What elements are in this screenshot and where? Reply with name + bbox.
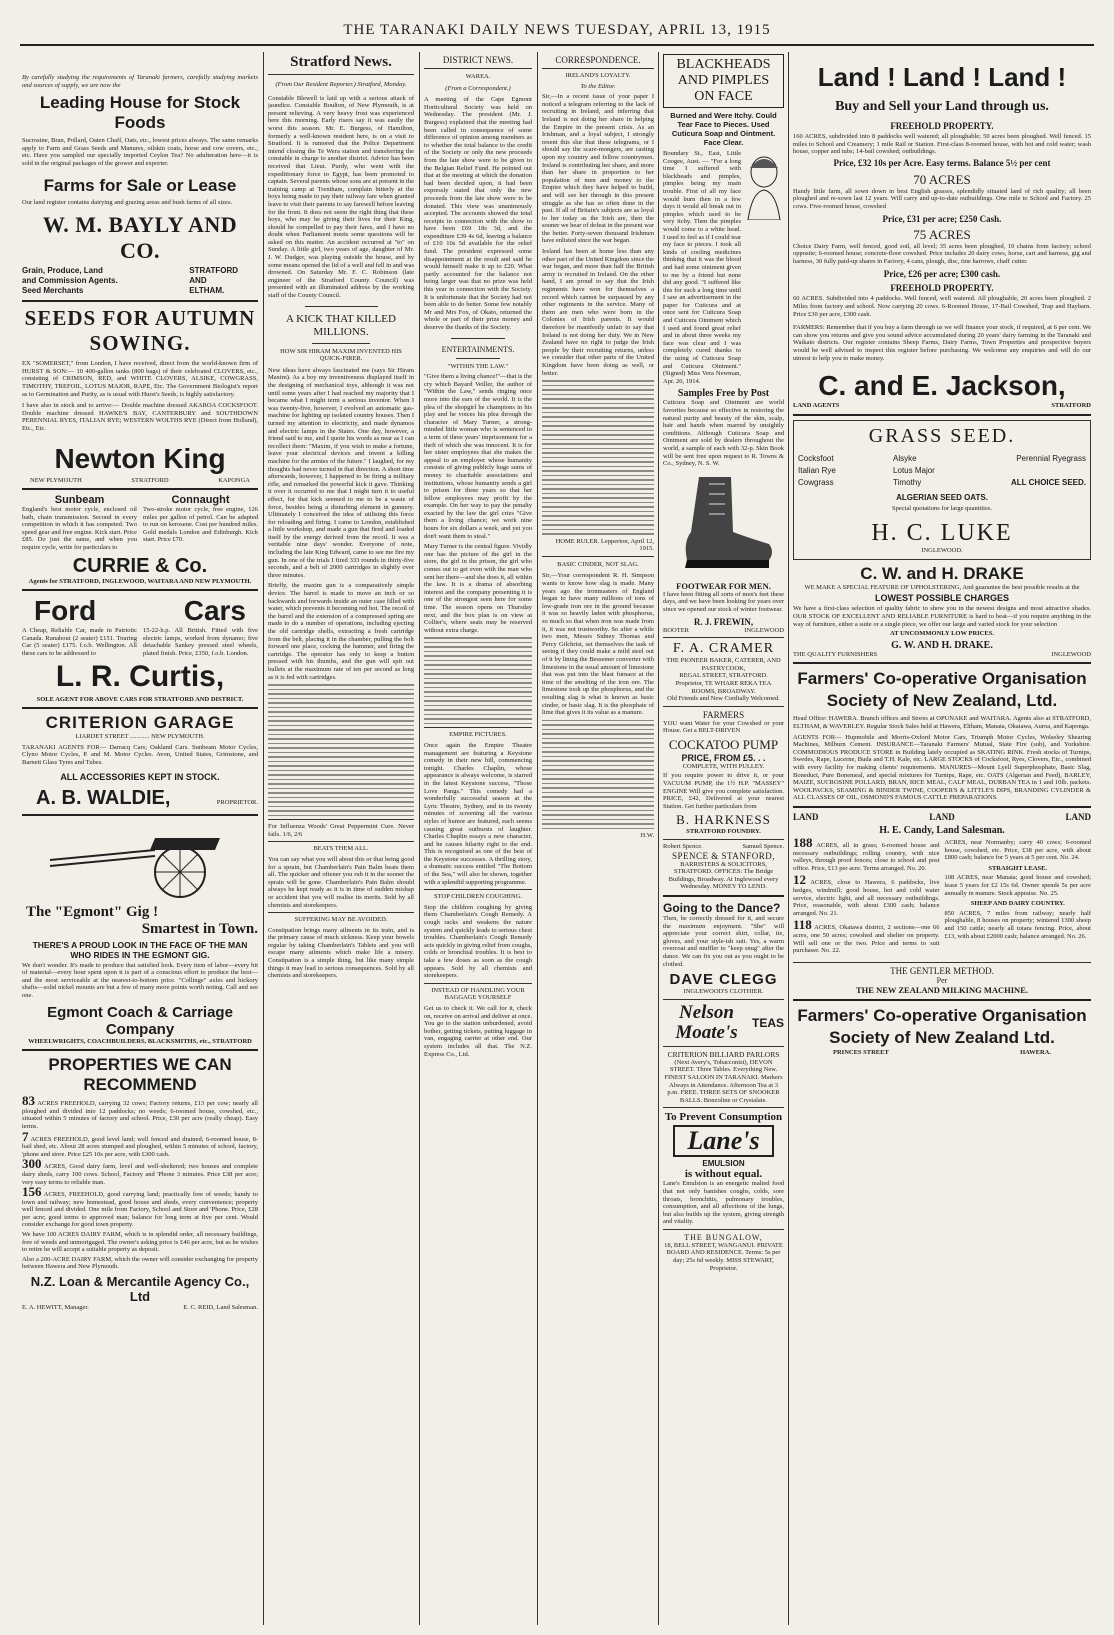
cramer-prop: Proprietor, TE WHARE REKA TEA ROOMS, BROADWAY. — [675, 679, 772, 695]
grass-title: GRASS SEED. — [868, 424, 1016, 447]
harkness-sub: STRATFORD FOUNDRY. — [686, 828, 761, 836]
frewin-name: R. J. FREWIN, — [693, 616, 754, 627]
ireland-body-2: Ireland has been at home less than any other part of the United Kingdom since the war began, and more than half the British army is recruited in Ireland. On the other hand, I am proud to say that the Irish regiments have won for themselves a record which cannot be surpassed by any other regiments in the service. Many of them are men who were born in the Colonies of Irish parents. It would therefore be manifestly unfair to say that Ireland is not doing her duty. We in New Zealand have no right to judge the Irish people by their recruiting returns, unless we consider that other parts of the United Kingdom have been doing as well, or better. — [542, 248, 654, 377]
column-rule — [658, 52, 659, 1625]
testimonial-text: Boundary St., East, Little Coogee, Aust. — "For a long time I suffered with blackheads and pimples, pimples being my main trouble. First of all my face would burn then in a few days it would all break out in pimples which used to be very itchy. Then the pimples would come to a white head. I used to feel as if I could tear my face to pieces. I took all kinds of cooling medicines thinking that it was the blood and had some ointment given to me by a friend but none did any good. "I suffered like this for such a long time until I saw an advertisement in the paper for Cuticura and at once sent for Cuticura Soap and Cuticura Ointment which I used and found great relief and in about three weeks my face was clear and I was completely cured thanks to the using of Cuticura Soap and Cuticura Ointment." (Signed) Miss Vera Newman, Apr. 20, 1914. — [663, 150, 741, 385]
fcos-title: Farmers' Co-operative Organisation Society of New Zealand, Ltd. — [797, 669, 1087, 711]
nz-loan-staff — [22, 1304, 258, 1312]
woman-portrait-illustration — [744, 150, 784, 220]
drake-footer — [793, 651, 1091, 659]
bayly-place: ELTHAM. — [189, 286, 225, 296]
correspondence-title: CORRESPONDENCE. — [555, 55, 641, 65]
drake-charges: LOWEST POSSIBLE CHARGES — [874, 593, 1009, 604]
grass-item: Italian Rye — [798, 465, 836, 475]
bungalow-body: 18, BELL STREET, WANGANUI. PRIVATE BOARD AND RESIDENCE. Terms: 5s per day; 25s 6d weekly. MISS STEWART, Proprietor. — [664, 1241, 783, 1272]
farmers-title: FARMERS — [702, 709, 745, 720]
nz-loan-name: N.Z. Loan & Mercantile Agency Co., Ltd — [30, 1274, 250, 1305]
harkness-name: B. HARKNESS — [676, 812, 771, 828]
criterion-billiard-body: (Next Avery's, Tobacconist), DEVON STREET. Three Tables. Everything New. FINEST SALOON IN TARANAKI. Markers Always in Attendance. Afternoon Tea at 3 p.m. FREE. THREE SETS OF SNOOKER BALLS. Bonzoline or Crystalate. — [664, 1058, 783, 1104]
entertainments-title: ENTERTAINMENTS. — [441, 344, 515, 354]
egmont-company: Egmont Coach & Carriage Company — [47, 1003, 233, 1038]
milker-title: THE GENTLER METHOD. — [890, 965, 994, 976]
stratford-body: Constable Blewell is laid up with a serious attack of jaundice. Constable Boulton, of New Plymouth, is at present relieving. A very heavy frost was experienced here this morning. Early risers say it was easily the worst this season. Mr. E. Burgess, of Hamilton, formerly a well-known resident here, is on a visit to Stratford. It is rumored that the Police Department intend closing the Te Wera station and transferring the constable in charge to another district. Advice has been received that Lieut. Purdy, who went with the expeditionary force to Egypt, has been promoted to captain. Several parents whose sons are at present in the training camp at Trentham, complain bitterly at the boys being made to pay their railway fare when granted leave to visit their parents to say farewell before leaving for the front. It does not seem the right thing that these boys, who may be giving their lives for their King, should be compelled to pay their fares, and I have no doubt when Parliament meets some questions will be asked on this matter. An accident occurred at "to" on Sunday. A little girl, two years of age, daughter of Mr. J. W. Dudger, was playing outside the house, and by some means opened the lid of a well and fell in and was drowned. On Saturday Mr. F. C. Robinson (late engineer of the Stratford County Council) was presented with an illuminated address by the working staff of the County Council. — [268, 94, 414, 300]
property-text: We have 100 ACRES DAIRY FARM, which is in splendid order, all necessary buildings, free of weeds and unmortgaged. The owner's asking price is £46 per acre, but as he wishes to retire he will accept a suitable property as deposit. — [22, 1231, 258, 1254]
grass-item: Timothy — [893, 477, 922, 487]
spence-firm: SPENCE & STANFORD, — [671, 850, 776, 861]
nelson-teas: TEAS — [751, 1015, 784, 1030]
blackheads-headline: BLACKHEADS AND PIMPLES ON FACE — [663, 54, 784, 108]
jackson-role: LAND AGENTS — [793, 402, 840, 410]
property-item — [22, 1184, 258, 1229]
property-text: ACRES, Good dairy farm, level and well-sheltered; two houses and complete dairy sheds, carry 100 cows. School, Factory and 'Phone 3 minutes. Price £38 per acre; very easy terms to reliable man. — [22, 1163, 258, 1186]
candy-listing — [793, 834, 940, 872]
acres70-title: 70 ACRES — [913, 171, 971, 187]
text-filler — [542, 380, 654, 535]
property-acres: 7 — [22, 1128, 29, 1144]
connaught-title: Connaught — [171, 494, 230, 507]
bayly-role: Seed Merchants — [22, 286, 84, 296]
cockatoo-title: COCKATOO PUMP — [668, 736, 779, 752]
woods-cure: For Influenza Woods' Great Peppermint Cure. Never fails. 1/6, 2/6 — [268, 823, 414, 838]
to-editor: To the Editor. — [580, 82, 616, 90]
lanes-body: Lane's Emulsion is an energetic malted food that not only banishes coughs, colds, sore throats, bronchitis, pulmonary troubles, consumption, and all affections of the lungs, but also builds up the system, giving strength and vitality. — [663, 1180, 784, 1226]
cramer-street: REGAL STREET, STRATFORD. — [679, 672, 768, 680]
properties-headline: PROPERTIES WE CAN RECOMMEND — [48, 1055, 232, 1095]
bayly-role: Grain, Produce, Land — [22, 266, 103, 276]
waldie-line — [22, 787, 258, 810]
luke-sub: INGLEWOOD. — [921, 547, 963, 555]
basic-title: BASIC CINDER, NOT SLAG. — [557, 560, 639, 568]
fcos-body: Head Office: HAWERA. Branch offices and Stores at OPUNAKE and WAITARA. Agents also at STRATFORD, ELTHAM, & WAVERLEY. Regular Stock Sales held at Hawera, Eltham, Manaia, Okaiawa, Auroa, and Kaponga. — [793, 715, 1091, 731]
cockatoo-body: If you require power to drive it, or your VACUUM PUMP, the 1½ H.P. "MASSEY" ENGINE Will give you complete satisfaction. PRICE, £42, Delivered at your nearest Station. Get further particulars from — [663, 772, 784, 810]
bungalow-title: THE BUNGALOW, — [684, 1232, 763, 1242]
cockatoo-sub: COMPLETE, WITH PULLEY. — [682, 762, 765, 770]
cuticura-testimonial — [663, 150, 784, 385]
baggage-title: INSTEAD OF HANDLING YOUR BAGGAGE YOURSELF — [431, 986, 525, 1002]
newton-places — [22, 477, 258, 485]
baggage-body: Get us to check it. We call for it, check on, receive on arrival and deliver at once. You go to the station unburdened, avoid bother, getting tickets, putting luggage in van, engaging carrier at other end. Our system includes all that. The N.Z. Express Co., Ltd. — [424, 1004, 532, 1058]
motorcycles — [22, 494, 258, 552]
footwear-body: I have been fitting all sorts of men's feet these days, and we have been looking for years over since we opened our stock of winter footwear. — [663, 590, 784, 613]
farms-headline: Farms for Sale or Lease — [43, 175, 237, 195]
seeds-headline: SEEDS FOR AUTUMN SOWING. — [24, 306, 256, 356]
acres70-price: Price, £31 per acre; £250 Cash. — [882, 213, 1002, 224]
district-body: A meeting of the Cape Egmont Horticultural Society was held on Wednesday. The president (Mr. J. Burgess) explained that the meeting had been called in consequence of some difference of opinion among members as to whether the total balance to the credit of the Society or only the new proceeds from the late show were to be given to the Belgian Relief Fund. He pointed out that at the meeting at which the donation had been decided upon, it had been expressly stated that only the new proceeds from the late show were to be donated. This view was unanimously accepted. The accounts showed the total receipts in connection with the show to have been £69 18s 3d, and the expenditure £39 4s 6d, leaving a balance of £10 10s 5d available for the relief fund. The president expressed some disappointment at the result and said he would himself make it up to £20. What partly accounted for the balance not being larger was that no prize was held this year in connection with the Society. It is unfortunate that the Society had not been able to do better. Some few notably Mr and Mrs Fox, of Okato, returned the whole or part of their prize money and deserve the thanks of the Society. — [424, 96, 532, 331]
text-filler — [424, 637, 532, 724]
suffering-title: SUFFERING MAY BE AVOIDED. — [294, 916, 388, 924]
grass-algerian: ALGERIAN SEED OATS. — [896, 492, 988, 502]
milker-per: Per — [936, 975, 948, 985]
stratford-from: (From Our Resident Reporter.) Stratford, Monday. — [275, 81, 407, 88]
ford-details — [22, 627, 258, 657]
property-acres: 156 — [22, 1184, 42, 1200]
egmont-trades: WHEELWRIGHTS, COACHBUILDERS, BLACKSMITHS, etc., STRATFORD — [28, 1037, 252, 1045]
property-item — [22, 1231, 258, 1254]
basic-sign: H.W. — [640, 832, 654, 840]
land-word: LAND — [1065, 811, 1091, 822]
spence-names — [663, 843, 784, 851]
within-law-title: "WITHIN THE LAW." — [447, 362, 509, 370]
farmers-body: YOU want Water for your Cowshed or your House. Get a BELT-DRIVEN — [663, 719, 784, 735]
spence-partner: Robert Spence. — [663, 843, 703, 851]
grass-item: Alsyke — [893, 453, 917, 463]
beats-title: BEATS THEM ALL. — [313, 845, 369, 853]
property-text: Also a 200-ACRE DAIRY FARM, which the owner will consider exchanging for property between Hawera and New Plymouth. — [22, 1255, 258, 1271]
drake-moderate: AT UNCOMMONLY LOW PRICES. — [890, 630, 994, 638]
basic-body: Sir,—Your correspondent R. H. Simpson wants to know how slag is made. Many years ago the ironmasters of England began to have many millions of tons of low-grade iron ore in the ground because it was so heavily laden with phosphorus, so much so that when iron was made from it, it was not trustworthy. So after a while two men, Messrs Sidney Thomas and Percy Gilchrist, set themselves the task of seeing if they could make a mild steel out of it by lining the Bessemer converter with limestone in the usual amount of limestone that was put into the blast furnace at the time of the smelting of the iron ore. The limestone took up the phosphorus, and the resulting slag is what is known as basic cinder, or basic slag. It is the phosphate of lime that gives it its value as a manure. — [542, 572, 654, 717]
suffering-body: Constipation brings many ailments in its train, and is the primary cause of much sickness. Keep your bowels regular by taking Chamberlain's Tablets and you will escape many ailments which make life a misery. Constipation is a simple thing, but like many simple things it may lead to serious consequences. Sold by all chemists and storekeepers. — [268, 926, 414, 980]
within-law-body-2: Mary Turner is the central figure. Vividly one has the picture of the girl in the store, the girl in the prison, the girl who comes out to get even with the man who sent her there—and she does it, all within the law. It is a drama of absorbing interest and the company presenting it is one of the strongest seen here for some time. The season opens on Thursday next, and the box plan is on view at Collier's, where seats may be reserved without extra charge. — [424, 543, 532, 634]
milker-name: THE NEW ZEALAND MILKING MACHINE. — [856, 984, 1028, 995]
egmont-gig-title: The "Egmont" Gig ! — [26, 903, 159, 920]
candy-listing — [793, 872, 940, 917]
spence-body: BARRISTERS & SOLICITORS, STRATFORD. OFFICES: The Bridge Buildings, Broadway. At Inglewood every Wednesday. MONEY TO LEND. — [668, 860, 779, 891]
grass-grid — [798, 453, 1086, 489]
criterion-stock: ALL ACCESSORIES KEPT IN STOCK. — [60, 771, 220, 782]
nz-loan-salesman: E. C. REID, Land Salesman. — [183, 1304, 258, 1312]
text-filler — [268, 684, 414, 816]
drake-name: C. W. and H. DRAKE — [860, 563, 1024, 583]
candy-text: ACRES, all in grass; 6-roomed house and necessary outbuildings; rolling country, with nice valleys, through proof fences; close to school and post office. Price, £13 per acre. Terms arranged. No. 20. — [793, 841, 940, 872]
luke-name: H. C. LUKE — [871, 520, 1013, 547]
connaught-body: Two-stroke motor cycle, free engine, 126 miles per gallon of petrol. Can be adapted to run on kerosene. Cost per hundred miles. Gold medals London and Edinburgh. Kick start. Price £70. — [143, 506, 258, 544]
criterion-street: LIARDET STREET ............ NEW PLYMOUTH. — [75, 733, 205, 741]
candy-listing: ACRES, near Normanby; carry 40 cows; 6-roomed house, cowshed, etc. Price, £38 per acre, with about £800 cash; balance for 5 years at 5 per cent. No. 24. — [944, 838, 1091, 862]
kick-body-1: New ideas have always fascinated me (says Sir Hiram Maxim). As a boy my inventiveness displayed itself in the designing of mechanical toys, although it was not until some years after I had reached my majority that I became what I might term a serious inventor. When I was twenty-five, however, I evolved an automatic gas-machine for lighting up isolated country houses. Then I turned my attention to electricity, and made dynamos and electric lamps in the States. One day, however, a friend said to me, and I quote his words as near as I can recollect them: "Maxim, if you wish to make a fortune, leave your electrical devices and invent a killing machine for the armies of the future." I laughed, for my thoughts had never turned in that direction. A short time afterwards, however, I happened to be firing a military rifle, and remarked the powerful kick it gave. Thinking it over it occurred to me that I might turn it to useful effect, for that kick seemed to me to be a waste of force, besides being a disturbing element in gunnery. Ultimately I conceived the idea of utilising this force for reloading and firing. I came to London, established a little workshop, and made a gun that fired and loaded itself by the energy derived from the recoil. It was a veritable nine days' wonder. Everyone of note, including the late King Edward, came to see me fire my gun. In one of the trials I fired 333 rounds in thirty-five seconds, and a belt of 2000 cartridges in slightly over three minutes. — [268, 366, 414, 579]
seeds-stock: I have also in stock and to arrive:— Double machine dressed AKAROA COCKSFOOT. Double machine dressed HAWKE'S BAY, CANTERBURY and SOUTHDOWN PERENNIAL RYES, ITALIAN RYE; WESTERN WOLTHS RYE (Direct from Holland), Etc., Etc. — [22, 402, 258, 432]
criterion-garage: CRITERION GARAGE — [45, 713, 235, 733]
candy-acres: 12 — [793, 872, 806, 888]
farms-body: Our land register contains dairying and grazing areas and bush farms of all sizes. — [22, 198, 233, 206]
column-rule — [537, 52, 538, 1625]
cramer-old: Old Friends and New Cordially Welcomed. — [667, 695, 780, 703]
cramer-name: F. A. CRAMER — [672, 641, 775, 657]
samples-title: Samples Free by Post — [677, 388, 770, 400]
cockatoo-price: PRICE, FROM £5. . . — [681, 752, 766, 763]
property-item — [22, 1128, 258, 1159]
lanes-emulsion: EMULSION — [702, 1159, 745, 1169]
district-place: WAREA. — [465, 73, 491, 80]
nelson-logo: Nelson Moate's — [675, 1001, 738, 1043]
waldie-role: PROPRIETOR. — [216, 798, 258, 806]
property-item — [22, 1093, 258, 1130]
newton-place: STRATFORD — [131, 476, 169, 484]
candy-listings — [793, 834, 1091, 959]
criterion-agents: TARANAKI AGENTS FOR— Darracq Cars; Oakland Cars. Sunbeam Motor Cycles, Clyno Motor Cycles, P. and M. Motor Cycles. Avon, United States, Grimstone, and Barnett Glass Tyres and Tubes. — [22, 743, 258, 766]
column-2 — [268, 52, 414, 1625]
empire-body: Once again the Empire Theatre management are featuring a Keystone comedy in their new bill, commencing tonight. Charles Chaplin, whose appearance is always welcome, is starred in the latest Keystone success, "Those Love Pangs." This comedy had a wonderfully successful season at the Lyric Theatre, Sydney, and in its twenty minutes of screening all the various styles of humor are featured, each seems causing great outbursts of laughter. Charles Chaplin essays a new character, and he causes hilarity right to the end. This is recognised as one of the best of the Keystone successes. A thrilling story, a dramatic success entitled "The Bottom of the Sea," will also be shown, together with a splendid supporting programme. — [424, 741, 532, 886]
cough-body: Stop the children coughing by giving them Chamberlain's Cough Remedy. A cough racks and weakens the nature system and quickly leads to serious chest troubles. Chamberlain's Cough Remedy acts quickly in giving relief from coughs, colds or bronchial troubles. It is best to take a few doses as soon as the cough appears. Sold by all chemists and storekeepers. — [424, 903, 532, 980]
drake-place: INGLEWOOD — [1051, 650, 1091, 658]
property-text: ACRES, FREEHOLD, good carrying land; practically free of weeds; handy to town and railway; new homestead, good house and sheds, every convenience; property well fenced and divided. One mile from Factory, School and Store and 'Phone. Price, £28 per acre; good terms to approved man; balance for long term at five per cent. Would consider exchange for good town property. — [22, 1191, 258, 1229]
kick-body-2: Briefly, the maxim gun is a comparatively simple device. The barrel is made to move an inch or so backwards and forwards inside an outer case filled with water, which prevents it becoming red hot. The recoil of the barrel and the extension of a compressed spring are made to do a number of operations, including ejecting the old cartridge shells, extracting a fresh cartridge from the belt, placing it in the chamber, pulling the bolt forward one place, cocking the hammer, and firing the cartridge. The operator has only to keep a button pressed with his thumbs, and the gun will spit out bullets at the maximum rate of ten per second as long as it is fed with cartridges. — [268, 582, 414, 681]
nelson-moate-ad — [663, 1003, 784, 1043]
masthead-title: THE TARANAKI DAILY NEWS TUESDAY, APRIL 13, 1915 — [343, 22, 771, 38]
boot-illustration — [669, 472, 779, 577]
bayly-role: and Commission Agents. — [22, 276, 118, 286]
frewin-trade — [663, 627, 784, 635]
curtis-sub: SOLE AGENT FOR ABOVE CARS FOR STRATFORD AND DISTRICT. — [36, 695, 244, 703]
clegg-sub: INGLEWOOD'S CLOTHIER. — [683, 988, 764, 996]
fcos-agents: AGENTS FOR— Hupmobile and Morris-Oxford Motor Cars, Triumph Motor Cycles, Wolseley Shearing Machines, Milburn Cement. INSURANCE—Taranaki Farmers' Mutual, State Fire (sub), and Yorkshire. COMMODIOUS PRODUCE STORE in Building lately occupied as SKATING RINK. Fresh stocks of Turnips, Swedes, Rape, Lucerne, Buda and T.H. Kale, etc. LARGE STOCKS of Cocksfoot, Ryes, Clovers, Etc., combined with every facility for making clients' requirements. MANURES—Mount Lyell Superphosphate, Basic Slag, Boneduct, Pure Bonemeal, and special mixtures for Turnips, Rape, etc. OATS (Algerian and Feed), BARLEY, MAIZE, SUCROSINE POLLARD, BRAN, RICE MEAL, CALF MEAL, DURBAN TEA in 1 and 10lb. packets. WOOLPACKS, SEAMING & BINDER TWINE, COOPER'S & LITTLE'S DIPS, BRANDING CYLINDER & ALL CLASSES OF OIL, OSMOND'S FAMOUS CATTLE PREPARATIONS. — [793, 733, 1091, 802]
sunbeam-body: England's best motor cycle, enclosed oil bath, chain transmission. Second in every competition in which it has competed. Two speed gear and free engine. Kick start. Price £85. Do just the same, and when you require cycle, write for particulars to — [22, 506, 137, 552]
frewin-place: INGLEWOOD — [744, 626, 784, 634]
column-1 — [22, 52, 258, 1625]
district-news-title: DISTRICT NEWS. — [442, 55, 514, 65]
candy-listing: 108 ACRES, near Manaia; good house and cowshed; lease 5 years for £2 15s 6d. Owner spends 5s per acre annually in manure. Stock appraise. No. 25. — [944, 874, 1091, 897]
column-rule — [788, 52, 789, 1625]
acres70-body: Handy little farm, all sown down in best English grasses, splendidly situated land of rich quality; all been ploughed and re-sown last 12 years. Will carry and up-to-date outbuildings. One mile to School and Factory. 25 cows. Five-roomed house, cowshed — [793, 187, 1091, 210]
currie-agents: Agents for STRATFORD, INGLEWOOD, WAITARA AND NEW PLYMOUTH. — [28, 577, 252, 585]
ireland-signoff: HOME RULER. Lepperton, April 12, 1915. — [555, 537, 654, 553]
cars-word: Cars — [183, 595, 246, 627]
fcos2-street — [793, 1049, 1091, 1057]
property-text: ACRES FREEHOLD, carrying 32 cows; Factory returns, £13 per cow; nearly all ploughed and divided into 12 paddocks; no weeds; 6-roomed house, cowshed, etc., situated within 5 minutes of factory and school. Price, £30 per acre (really cheap). Easy terms. — [22, 1100, 258, 1130]
buy-sell: Buy and Sell your Land through us. — [835, 99, 1049, 114]
candy-name: H. E. Candy, Land Salesman. — [879, 824, 1005, 836]
bayly-intro: By carefully studying the requirements of Taranaki farmers, carefully studying markets and sources of supply, we are now the — [22, 74, 258, 89]
grass-item: Cocksfoot — [798, 453, 834, 463]
stratford-news-title: Stratford News. — [290, 54, 392, 70]
newton-place: KAPONGA — [218, 476, 250, 484]
freehold-title-1: FREEHOLD PROPERTY. — [890, 121, 994, 131]
fcos2-street-name: PRINCES STREET — [833, 1048, 889, 1056]
spence-partner: Samuel Spence. — [742, 843, 784, 851]
newton-king: Newton King — [54, 442, 226, 474]
gig-carriage-illustration — [30, 820, 250, 900]
bayly-name: W. M. BAYLY AND CO. — [42, 212, 238, 264]
jackson-place: STRATFORD — [1051, 402, 1091, 410]
property-item — [22, 1256, 258, 1271]
grass-item: Lotus Major — [893, 465, 935, 475]
waldie-name: A. B. WALDIE, — [36, 786, 171, 809]
candy-acres: 188 — [793, 834, 813, 850]
grass-seed-box — [793, 420, 1091, 560]
freehold-body-1: 160 ACRES, subdivided into 8 paddocks well watered; all ploughable; 50 acres been ploughed. Well fenced. 15 miles to School and Creamery; 1 mile Rail or Station. First-class 8-roomed house, with hot and cold water; wash house, copper and tubs; 14-bail cowshed; outbuildings. — [793, 133, 1091, 156]
bayly-place: STRATFORD — [189, 266, 238, 276]
nz-loan-manager: E. A. HEWITT, Manager. — [22, 1304, 89, 1312]
ford-body-left: A Cheap, Reliable Car, made in Patriotic Canada. Runabout (2 seater) £151. Touring Car (5 seater) £175. f.o.b. Wellington. All these cars to be addressed to — [22, 627, 137, 658]
column-rule — [419, 52, 420, 1625]
grass-quote: Special quotations for large quantities. — [891, 504, 993, 512]
grass-item: Perennial Ryegrass — [1016, 453, 1086, 463]
sunbeam-title: Sunbeam — [54, 494, 105, 507]
property-item — [22, 1156, 258, 1186]
fcos2-title: Farmers' Co-operative Organisation Society of New Zealand Ltd. — [797, 1005, 1087, 1047]
kick-title: A KICK THAT KILLED MILLIONS. — [286, 312, 396, 338]
land-header — [793, 812, 1091, 822]
candy-listing: 850 ACRES, 7 miles from railway; nearly half ploughable, 8 houses on property; wintered 1300 sheep and 150 cattle; nearly all totara fencing. Price, about £13, with about £2000 cash; balance arranged. No. 26. — [944, 909, 1091, 940]
empire-title: EMPIRE PICTURES. — [449, 731, 507, 739]
dance-title: Going to the Dance? — [663, 901, 781, 915]
dance-body: Then, be correctly dressed for it, and secure the maximum enjoyment. "She" will appreciate your correct shirt, collar, tie, gloves, and your style-ish suit. Yes, a warm overcoat and muffler to "keep snug" after the dance. We can fix you out as you ought to be clothed. — [663, 915, 784, 968]
clegg-name: DAVE CLEGG — [669, 971, 778, 989]
acres75-price: Price, £26 per acre; £300 cash. — [883, 269, 1001, 280]
egmont-smart: Smartest in Town. — [141, 920, 258, 937]
grass-item: ALL CHOICE SEED. — [1011, 477, 1086, 487]
text-filler — [542, 720, 654, 830]
grass-item: Cowgrass — [798, 477, 834, 487]
burned-sub: Burned and Were Itchy. Could Tear Face to Pieces. Used Cuticura Soap and Ointment. Face Clear. — [670, 111, 777, 147]
column-5 — [663, 52, 784, 1625]
lanes-tag: is without equal. — [684, 1168, 763, 1181]
column-6 — [793, 52, 1091, 1625]
property-acres: 300 — [22, 1156, 42, 1172]
column-4 — [542, 52, 654, 1625]
column-rule — [263, 52, 264, 1625]
drake-body: WE MAKE A SPECIAL FEATURE OF UPHOLSTERING, And guarantee the best possible results at the — [804, 583, 1080, 591]
properties-list — [22, 1093, 258, 1271]
jackson-sub — [793, 402, 1091, 410]
cough-title: STOP CHILDREN COUGHING. — [434, 893, 522, 901]
bayly-footer — [22, 266, 258, 296]
candy-text: ACRES, close to Hawera, 6 paddocks, live hedges, windmill; good house, hot and cold water service, electric light, and all necessary outbuildings. Price, reasonable, with about £300 cash; balance arranged. No. 21. — [793, 879, 940, 917]
curtis-name: L. R. Curtis, — [55, 659, 225, 693]
candy-heading: SHEEP AND DAIRY COUNTRY. — [970, 900, 1065, 908]
ireland-body: Sir,—In a recent issue of your paper I noticed a telegram referring to the lack of recruiting in Ireland, and inferring that Ireland is not doing her share in helping the Empire in the present crisis. As an Irishman, and a loyal subject, I strongly resent this slur that these telegrams, or I should say the scare-mongers, are casting upon my country and fellow countrymen. Ireland is contributing her share, and more than her share in proportion to her population of men and money to the Empire which they have helped to build, and will see her through in this present struggle as she has so often done in the past. If all of Britain's subjects are as loyal to her today as the Irish are, then the sooner we hear of defeat in the present war the better. Forty-seven thousand Irishmen have enlisted since the war began. — [542, 93, 654, 245]
newton-place: NEW PLYMOUTH — [30, 476, 82, 484]
candy-listing — [793, 917, 940, 955]
candy-text: ACRES, Okaiawa district, 2 sections—one 66 acres, one 50 acres; cowshed and shelter on property. Will sell one or the two. Price and terms to suit purchaser. No. 22. — [793, 924, 940, 955]
district-from: (From a Correspondent.) — [445, 84, 511, 92]
candy-heading: STRAIGHT LEASE. — [988, 864, 1048, 872]
newspaper-masthead — [20, 22, 1094, 46]
freehold-title-2: FREEHOLD PROPERTY. — [890, 283, 994, 294]
samples-body: Cuticura Soap and Ointment are world favorites because so effective in restoring the natural purity and beauty of the skin, scalp, hair and hands when marred by unsightly conditions. Although Cuticura Soap and Ointment are sold by dealers throughout the world, a sample of each with 32-p. Skin Book will be sent free upon request to R. Towns & Co., Sydney, N. S. W. — [663, 399, 784, 468]
seeds-body: EX "SOMERSET," from London, I have received, direct from the world-known firm of HURST & SON:— 10 400-gallon tanks (800 bags) of their celebrated CLOVERS, etc., consisting of CRIMSON, RED, and WHITE CLOVERS, ALSIKE, COWGRASS, TIMOTHY, TREFOIL, LOTUS MAJOR, RAPE, Etc. The Government Biologist's report as to Germination and Purity, as is usual with Hurst's Seeds, is highly satisfactory. — [22, 360, 258, 398]
ireland-title: IRELAND'S LOYALTY. — [565, 72, 631, 79]
candy-acres: 118 — [793, 917, 812, 933]
property-acres: 83 — [22, 1093, 35, 1109]
footwear-title: FOOTWEAR FOR MEN. — [676, 580, 771, 591]
prevent-title: To Prevent Consumption — [664, 1111, 783, 1124]
freehold-price-1: Price, £32 10s per Acre. Easy terms. Balance 5½ per cent — [833, 157, 1051, 168]
criterion-billiard-title: CRITERION BILLIARD PARLORS — [667, 1049, 780, 1059]
freehold-body-2: 60 ACRES. Subdivided into 4 paddocks. Well fenced, well watered. All ploughable, 20 acres been ploughed. 2 Miles from factory and school. Now carrying 20 cows. 6-Roomed House, 17-Bail Cowshed, Trap and Haybarn. Price £30 per acre, £300 cash. — [793, 295, 1091, 318]
land-word: LAND — [793, 811, 819, 822]
currie-name: CURRIE & Co. — [72, 554, 208, 577]
cramer-sub: THE PIONEER BAKER, CATERER, AND PASTRYCOOK, — [666, 657, 781, 672]
drake-name-2: G. W. AND H. DRAKE. — [891, 639, 993, 651]
drake-footer-label: THE QUALITY FURNISHERS — [793, 650, 878, 658]
acres75-body: Choice Dairy Farm, well fenced, good soil, all level; 35 acres been ploughed, 10 chains from factory; school opposite; 6-roomed house; concrete-floor cowshed. Price includes 20 dairy cows, horse, cart and harness, gig and harness, 30 fully paid-up shares in Factory, 4 cans, plough, disc, tine harrows, chaff cutter. — [793, 242, 1091, 265]
farmers-note: FARMERS: Remember that if you buy a farm through us we will finance your stock, if required, at 6 per cent. We can show you returns and give you sound advice accumulated during 20 years' dairy farming in the Taranaki and Waikato districts. Our register contains Sheep Farms, Dairy Farms, Town Properties and prospective buyers would be well advised to inspect this register before purchasing. We welcome any enquiries and will do our utmost to help you to make money. — [793, 324, 1091, 362]
bayly-place: AND — [189, 276, 207, 286]
bayly-body: Sucrosine, Bran, Pollard, Oaten Chaff, Oats, etc., lowest prices always. The same remarks apply to Farm and Grass Seeds and Manures, oilskin coats, horse and cow covers, etc., etc. Have you sampled our specially imported Ceylon Tea? No adulteration here—it is sold in the original packages of the grower and exporter. — [22, 137, 258, 167]
jackson-name: C. and E. Jackson, — [818, 370, 1066, 402]
drake-body-2: We have a first-class selection of quality fabric to show you in the newest designs and most attractive shades. OUR STOCK OF EXCELLENT AND RELIABLE FURNITURE is hard to beat—if you require anything in the way of furniture, either a suite or a single piece, we offer our large and varied stock for your selection — [793, 605, 1091, 628]
land-word: LAND — [929, 811, 955, 822]
ford-word: Ford — [34, 595, 97, 627]
egmont-proud: THERE'S A PROUD LOOK IN THE FACE OF THE MAN WHO RIDES IN THE EGMONT GIG. — [32, 939, 248, 960]
land-headline: Land ! Land ! Land ! — [817, 62, 1067, 92]
property-text: ACRES FREEHOLD, good level land; well fenced and drained; 6-roomed house, 8-bail shed, etc. About 28 acres stumped and ploughed, within 5 minutes of school, factory, 'phone and store. Price £25 10s per acre, with £300 cash. — [22, 1135, 258, 1158]
column-3 — [424, 52, 532, 1625]
beats-body: You can say what you will about this or that being good for a sprain, but Chamberlain's Pain Balm beats them all. The quicker and oftener you rub it in the sooner the sprain will be gone. Chamberlain's Pain Balm should always be kept ready as it is in time of sudden mishap or accident that you will realise its merits. Sold by all chemists and storekeepers. — [268, 855, 414, 909]
kick-sub: HOW SIR HIRAM MAXIM INVENTED HIS QUICK-FIRER. — [280, 347, 402, 363]
lanes-logo: Lane's — [673, 1125, 774, 1157]
within-law-body: "Give them a living chance!"—that is the cry which Bayard Veiller, the author of "Within the Law," sends ringing once more into the ears of the world. It is the plea of the shopgirl he champions in his play and he voices his plea through the character of Mary Turner, a strong-minded little woman who is sentenced to a term of three years' imprisonment for a theft of which she was innocent. It is for her sister employees that she makes the appeal to an employer whose humanity consists of giving publicly huge sums of money to charitable associations and institutions, whose humanity sends a girl to prison for three years so that her fellow employees may profit by the example. On her way to pay the penalty exacted by the law the girl cries "Give them a living chance; we work nine hours for six dollars a week, and yet you don't want them to steal." — [424, 373, 532, 540]
acres75-title: 75 ACRES — [913, 226, 971, 242]
egmont-body: We don't wonder. It's made to produce that satisfied look. Every item of labor—every bit of material—every hour spent upon it is part of a conscious effort to produce the best—and the most serviceable at the nearest-to-bottom price. "Collinge" axles and hickory shafts—solid nickel mounts are but a few of many more points worth noting. Call and see one. — [22, 961, 258, 999]
frewin-trade-label: BOOTER — [663, 626, 689, 634]
bayly-headline: Leading House for Stock Foods — [39, 93, 241, 133]
ford-cars — [22, 595, 258, 627]
fcos2-place: HAWERA. — [1020, 1048, 1051, 1056]
ford-body-right: 15-22-h.p. All British. Fitted with five electric lamps, worked from dynamo; five detachable Sankey pressed steel wheels, plated finish. Price, £350, f.o.b. London. — [143, 627, 258, 658]
